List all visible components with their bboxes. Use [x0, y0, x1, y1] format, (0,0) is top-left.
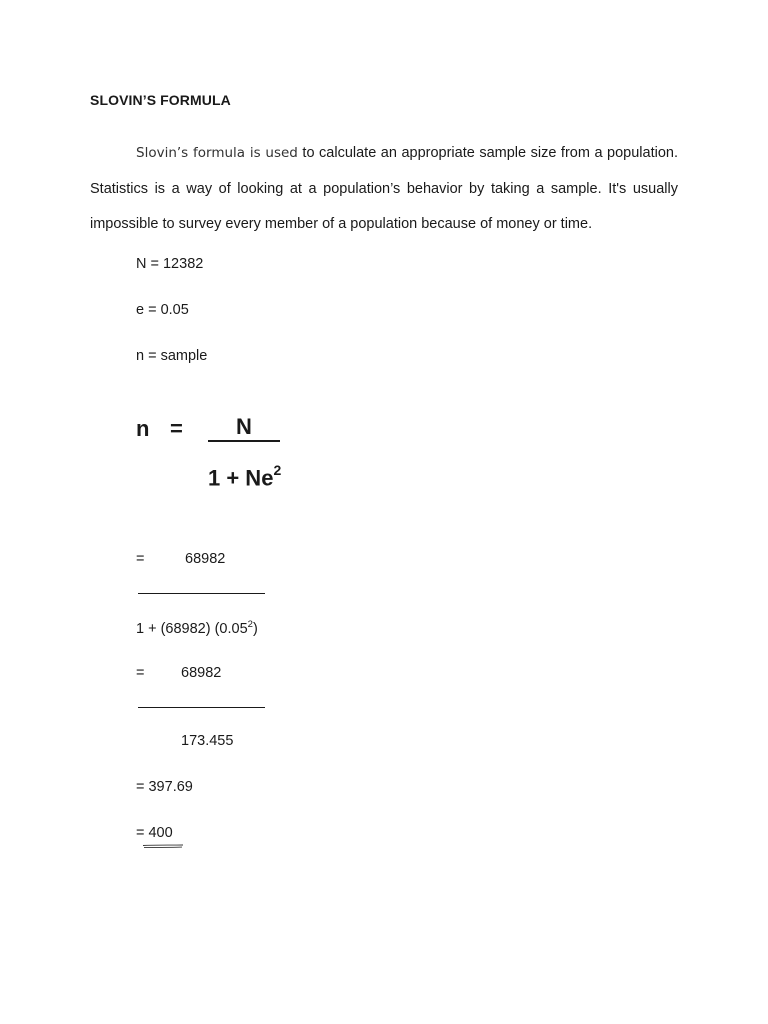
- formula-denominator-exponent: 2: [273, 462, 282, 478]
- step1-denominator-close: ): [252, 620, 258, 637]
- step1-numerator: 68982: [185, 551, 226, 567]
- step2-fraction-line: [138, 707, 265, 708]
- step1-fraction-line: [138, 593, 265, 594]
- final-double-underline: [142, 844, 184, 849]
- formula-lhs: n: [136, 416, 150, 441]
- step2-equals: =: [136, 665, 145, 681]
- variable-N: N = 12382: [136, 256, 204, 272]
- step1-denominator-base: 1 + (68982) (0.05: [136, 620, 248, 637]
- step1-denominator-exponent: 2: [247, 619, 253, 630]
- page-title: SLOVIN’S FORMULA: [90, 92, 231, 108]
- step1-denominator: [136, 619, 258, 637]
- step3-result: = 397.69: [136, 779, 193, 795]
- intro-body-text: to calculate an appropriate sample size from a population. Statistics is a way of looking at a population’s behavior by taking a sample. It's usually impossible to survey every member of a population because of money or time.: [90, 145, 678, 232]
- final-result: = 400: [136, 825, 173, 841]
- step1-equals: =: [136, 551, 145, 567]
- variable-n: n = sample: [136, 348, 208, 364]
- formula-numerator: [208, 414, 280, 442]
- step2-numerator: 68982: [181, 665, 222, 681]
- formula-numerator-text: N: [208, 414, 280, 442]
- intro-paragraph: [90, 136, 678, 243]
- formula-denominator-base: 1 + Ne: [208, 465, 274, 491]
- variable-e: e = 0.05: [136, 302, 189, 318]
- step2-denominator: 173.455: [181, 733, 234, 749]
- formula-denominator: [208, 464, 281, 491]
- formula-equals: =: [170, 416, 183, 441]
- intro-lead-text: Slovin’s formula is used: [136, 145, 298, 161]
